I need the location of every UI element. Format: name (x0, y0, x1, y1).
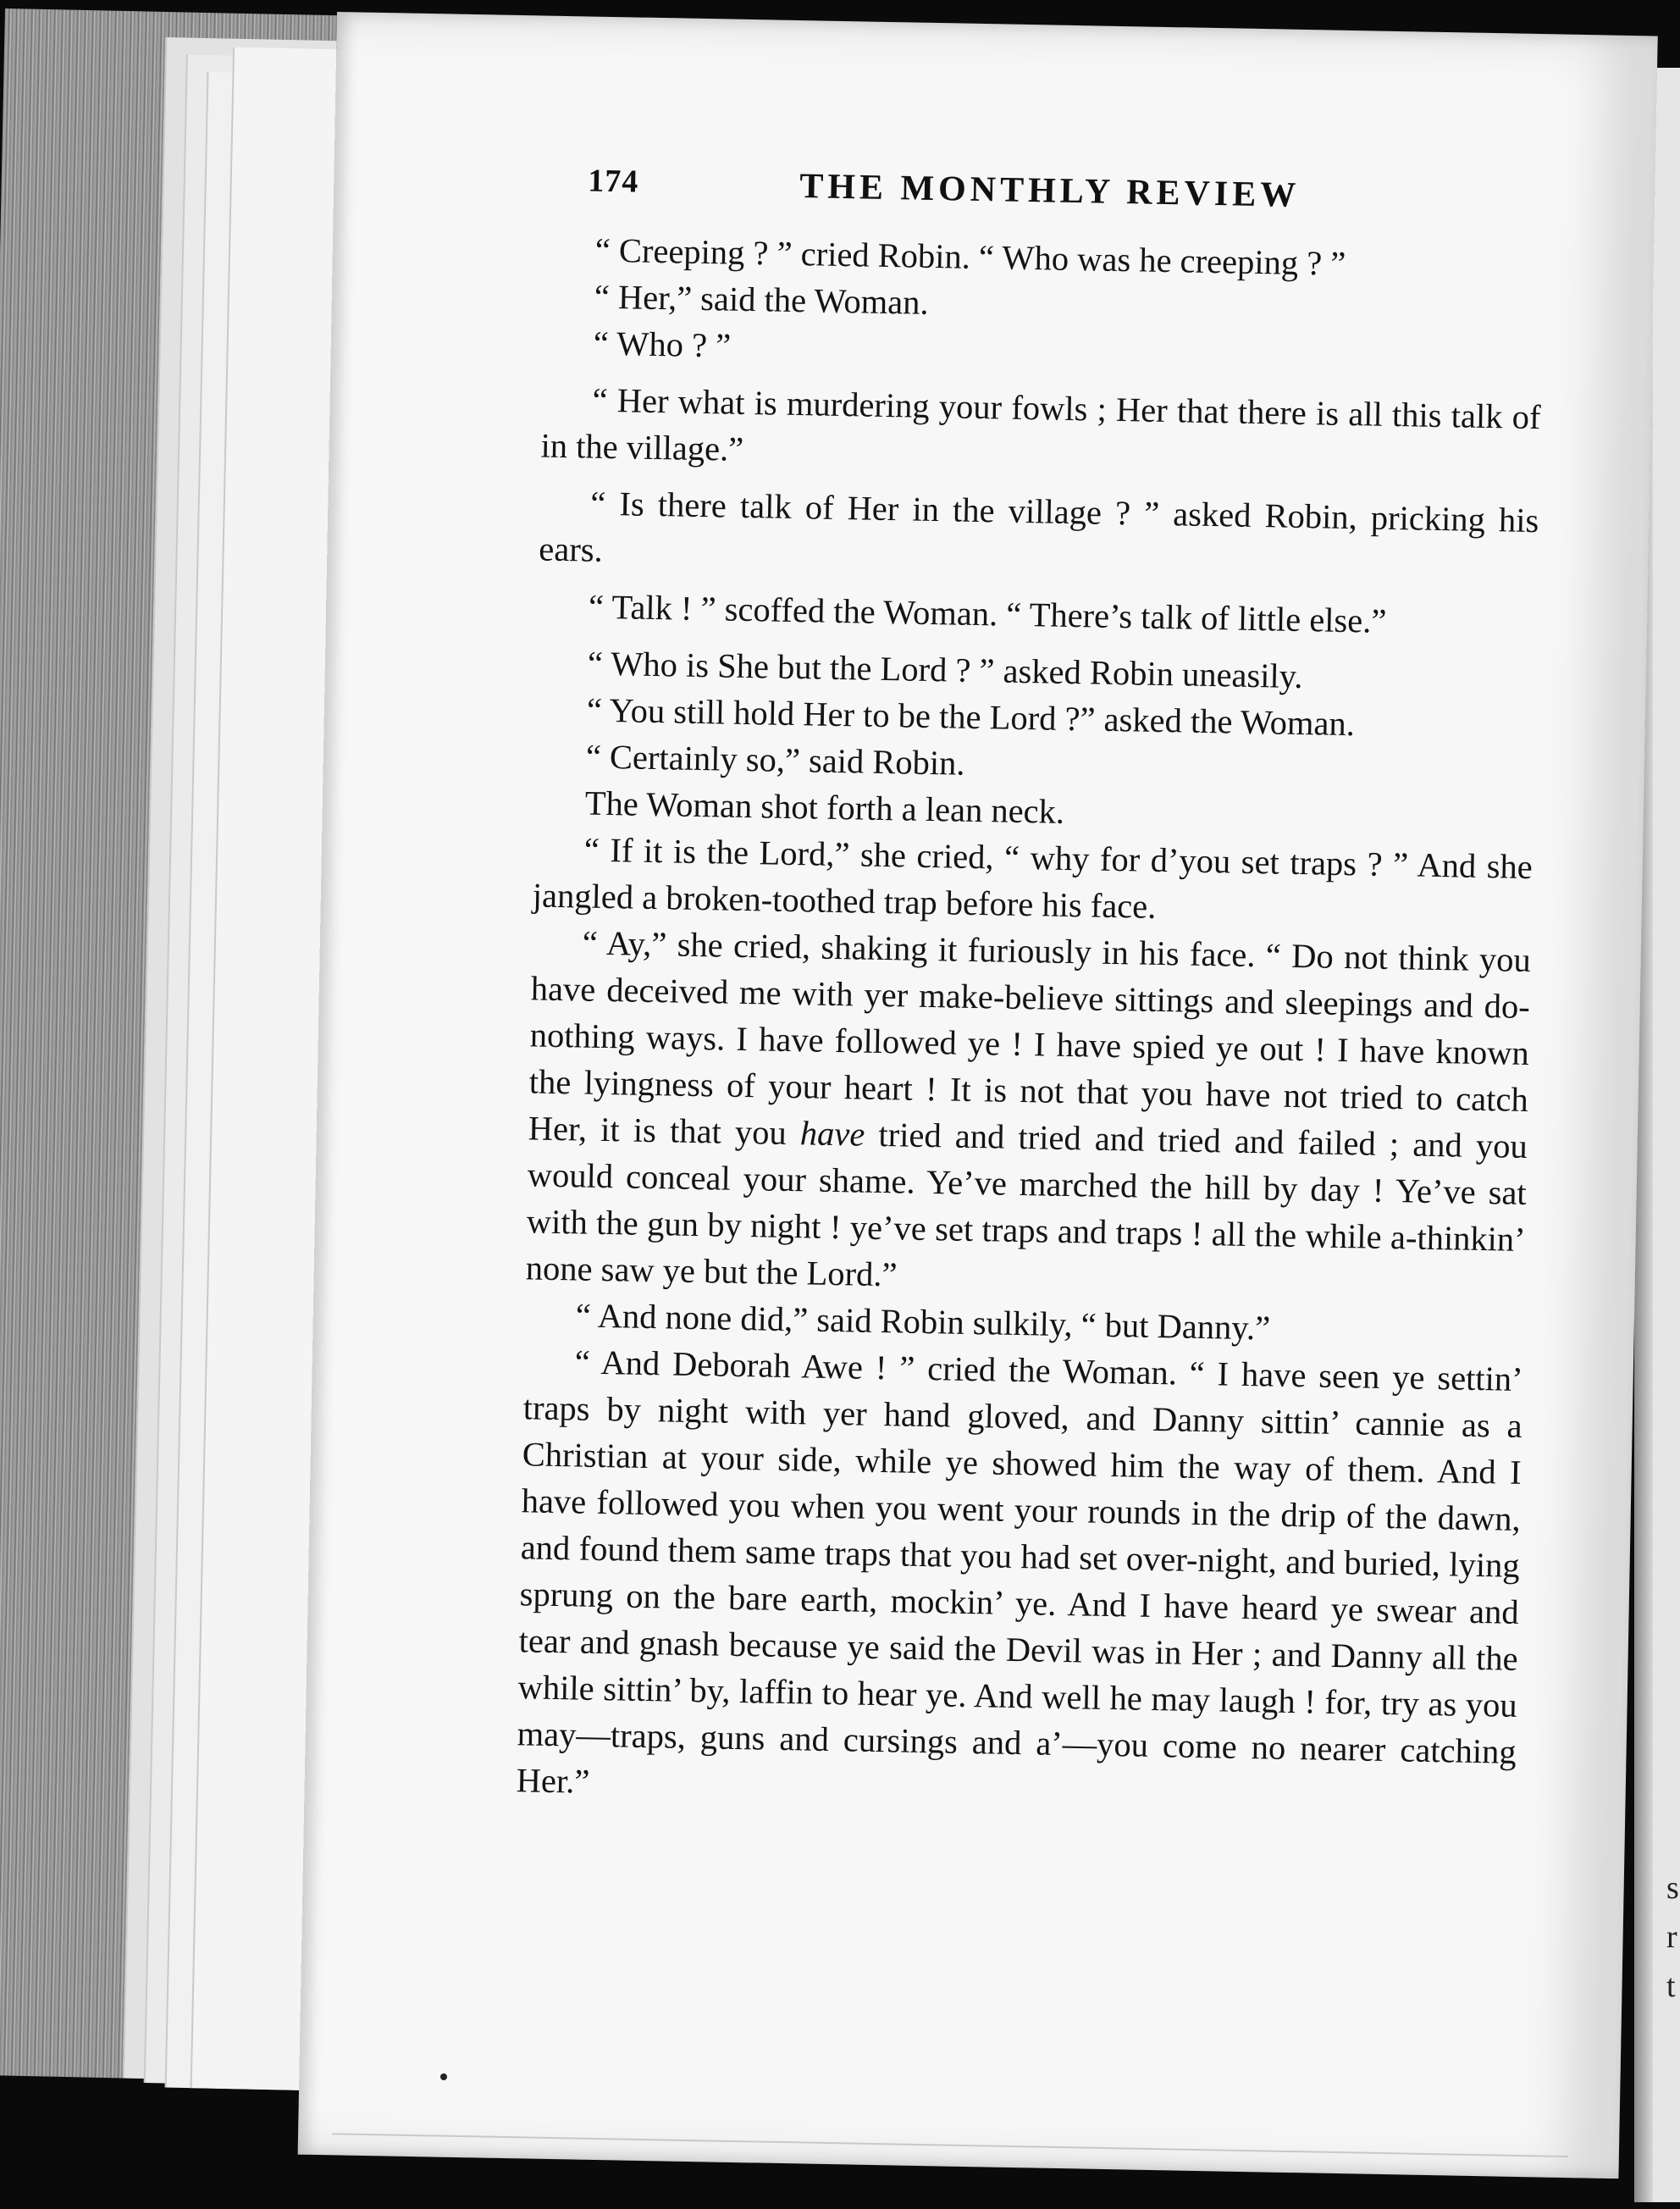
paragraph: The Woman shot forth a lean neck. (584, 783, 1065, 831)
paragraph-with-italic (525, 918, 1531, 1309)
facing-page-letter: s (1666, 1870, 1679, 1906)
body-text (516, 226, 1544, 1822)
paragraph: “ Is there talk of Her in the village ? ” asked Robin, pricking his ears. (539, 484, 1539, 569)
page-number: 174 (588, 163, 639, 200)
paragraph: “ Who is She but the Lord ? ” asked Robin uneasily. (587, 644, 1303, 696)
italic-word: have (799, 1114, 865, 1154)
facing-page-letters (1666, 1863, 1680, 2011)
paragraph: “ Talk ! ” scoffed the Woman. “ There’s talk of little else.” (588, 587, 1387, 640)
paragraph: “ Her,” said the Woman. (594, 277, 929, 322)
paragraph: “ You still hold Her to be the Lord ?” asked the Woman. (586, 690, 1356, 744)
paragraph: “ Her what is murdering your fowls ; Her that there is all this talk of in the village.” (540, 380, 1541, 468)
page-bottom-edge (332, 2133, 1568, 2157)
paragraph-text: tried and tried and tried and failed ; and you would conceal your shame. Ye’ve marched the hill by day ! Ye’ve sat with the gun by night ! ye’ve set traps and traps ! all the while a-thinkin’ none saw ye but the Lord.” (525, 1115, 1528, 1294)
paragraph: “ And Deborah Awe ! ” cried the Woman. “ I have seen ye settin’ traps by night with yer hand gloved, and Danny sittin’ cannie as a Christian at your side, while ye showed him the way of them. And I have followed you when you went your rounds in the drip of the dawn, and found them same traps that you had set over-night, and buried, lying sprung on the bare earth, mockin’ ye. And I have heard ye swear and tear and gnash because ye said the Devil was in Her ; and Danny all the while sittin’ by, laffin to hear ye. And well he may laugh ! for, try as you may—traps, guns and cursings and a’—you come no nearer catching Her.” (516, 1343, 1524, 1801)
book-page (298, 12, 1658, 2179)
ink-speck (440, 2073, 447, 2080)
paragraph-text: “ Ay,” she cried, shaking it furiously in his face. “ Do not think you have deceived me with yer make-believe sittings and sleepings and do-nothing ways. I have followed ye ! I have spied ye out ! I have known the lyingness of your heart ! It is not that you have not tried to catch Her, it is that you (528, 923, 1532, 1152)
running-head: THE MONTHLY REVIEW (799, 167, 1301, 215)
paragraph: “ Who ? ” (593, 324, 732, 365)
page-header (588, 162, 1520, 238)
paragraph: “ Creeping ? ” cried Robin. “ Who was he creeping ? ” (594, 230, 1346, 283)
paragraph: “ Certainly so,” said Robin. (585, 737, 965, 783)
paragraph: “ And none did,” said Robin sulkily, “ but Danny.” (575, 1296, 1271, 1348)
paragraph: “ If it is the Lord,” she cried, “ why for d’you set traps ? ” And she jangled a broken-toothed trap before his face. (532, 830, 1534, 926)
facing-page-letter: r (1666, 1919, 1677, 1955)
book-page-edges (0, 8, 344, 2082)
facing-page-letter: t (1666, 1968, 1676, 2004)
